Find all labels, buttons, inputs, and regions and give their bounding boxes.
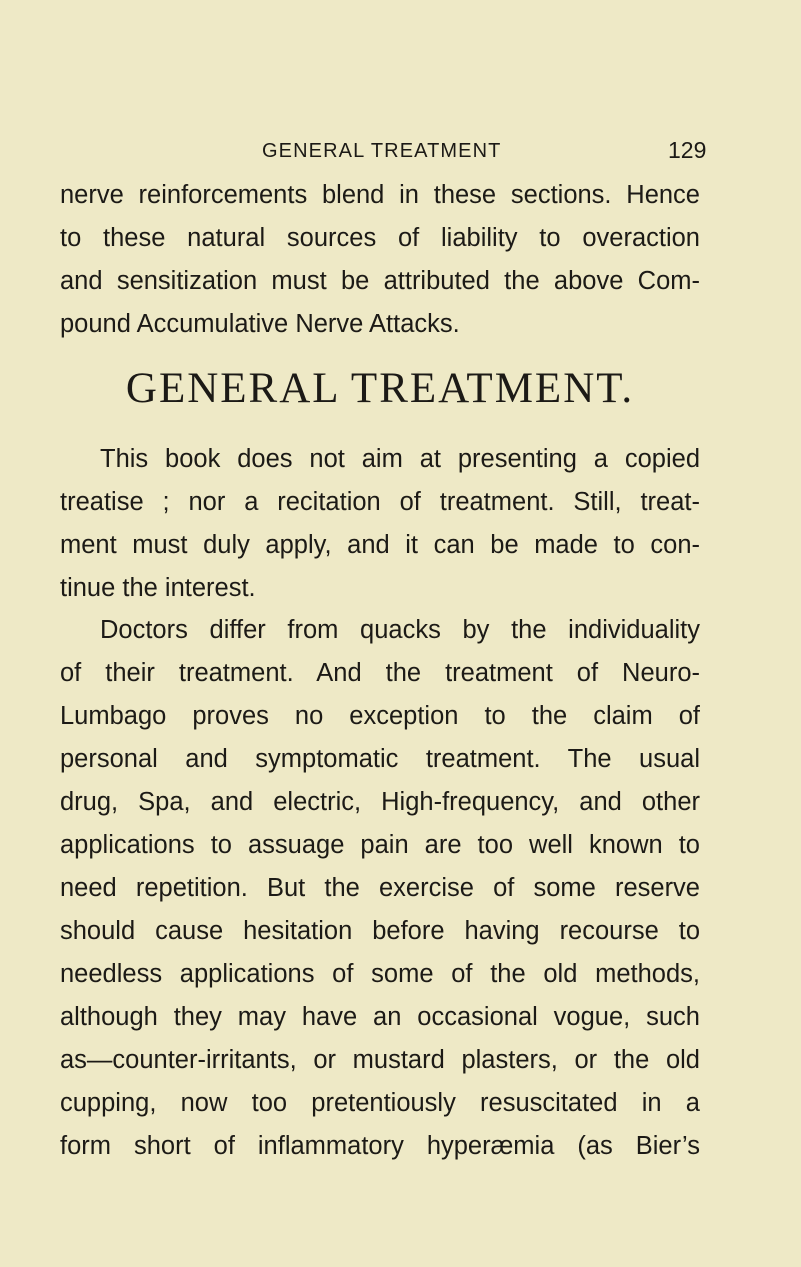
- text-line: tinue the interest.: [60, 574, 256, 602]
- text-line: and sensitization must be attributed the above Com-: [60, 267, 700, 295]
- text-line: treatise ; nor a recitation of treatment. Still, treat-: [60, 488, 700, 516]
- text-line: pound Accumulative Nerve Attacks.: [60, 310, 460, 338]
- text-line: as—counter-irritants, or mustard plasters, or the old: [60, 1046, 700, 1074]
- text-line: personal and symptomatic treatment. The usual: [60, 745, 700, 773]
- text-line: drug, Spa, and electric, High-frequency, and other: [60, 788, 700, 816]
- text-line: to these natural sources of liability to overaction: [60, 224, 700, 252]
- text-line: Lumbago proves no exception to the claim of: [60, 702, 700, 730]
- running-head: GENERAL TREATMENT: [262, 140, 502, 162]
- text-line: This book does not aim at presenting a copied: [100, 445, 700, 473]
- text-line: need repetition. But the exercise of some reserve: [60, 874, 700, 902]
- page-number: 129: [668, 137, 707, 163]
- text-line: form short of inflammatory hyperæmia (as Bier’s: [60, 1132, 700, 1160]
- text-line: of their treatment. And the treatment of Neuro-: [60, 659, 700, 687]
- text-line: ment must duly apply, and it can be made to con-: [60, 531, 700, 559]
- text-line: nerve reinforcements blend in these sections. Hence: [60, 181, 700, 209]
- text-line: needless applications of some of the old methods,: [60, 960, 700, 988]
- text-line: Doctors differ from quacks by the individuality: [100, 616, 700, 644]
- text-line: although they may have an occasional vogue, such: [60, 1003, 700, 1031]
- text-line: applications to assuage pain are too well known to: [60, 831, 700, 859]
- text-line: cupping, now too pretentiously resuscitated in a: [60, 1089, 700, 1117]
- section-heading: GENERAL TREATMENT.: [125, 365, 635, 412]
- text-line: should cause hesitation before having recourse to: [60, 917, 700, 945]
